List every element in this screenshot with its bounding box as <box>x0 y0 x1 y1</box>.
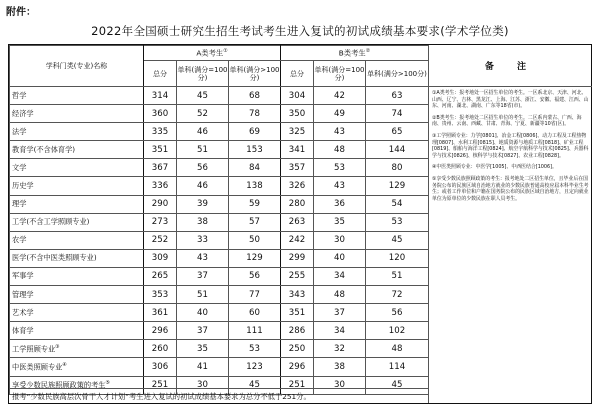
a-total-cell: 353 <box>144 286 177 304</box>
b-total-cell: 304 <box>281 87 314 105</box>
b-single-small-cell: 36 <box>314 195 366 213</box>
table-row <box>10 195 429 213</box>
b-single-large-header: 单科(满分>100分) <box>366 61 429 87</box>
a-single-small-cell: 56 <box>177 159 229 177</box>
b-single-large-cell: 72 <box>366 286 429 304</box>
remark-note: ①A类考生：报考地处一区招生单位的考生。一区系北京、天津、河北、山西、辽宁、吉林、黑龙江、上海、江苏、浙江、安徽、福建、江西、山东、河南、湖北、湖南、广东等18省(市)。 <box>432 90 589 110</box>
table-row <box>10 87 429 105</box>
a-single-small-cell: 38 <box>177 213 229 231</box>
remarks-body <box>429 87 592 202</box>
a-total-cell: 260 <box>144 340 177 358</box>
b-single-large-cell: 48 <box>366 340 429 358</box>
a-single-large-cell: 111 <box>229 322 281 340</box>
table-row <box>10 177 429 195</box>
b-single-small-cell: 43 <box>314 177 366 195</box>
remark-note: ②B类考生：报考地处二区招生单位的考生。二区系内蒙古、广西、海南、贵州、云南、西藏、甘肃、青海、宁夏、新疆等10省(区)。 <box>432 114 582 128</box>
table-row <box>10 249 429 267</box>
b-single-small-cell: 42 <box>314 87 366 105</box>
b-single-large-cell: 65 <box>366 123 429 141</box>
b-single-small-cell: 30 <box>314 231 366 249</box>
subject-cell: 农学 <box>10 231 144 249</box>
subject-cell: 教育学(不含体育学) <box>10 141 144 159</box>
a-total-cell: 360 <box>144 105 177 123</box>
table-row <box>10 322 429 340</box>
a-single-small-cell: 43 <box>177 249 229 267</box>
b-total-cell: 357 <box>281 159 314 177</box>
table-row <box>10 231 429 249</box>
subject-cell: 享受少数民族照顾政策的考生⑤ <box>10 376 144 394</box>
table-row <box>10 358 429 376</box>
b-total-cell: 280 <box>281 195 314 213</box>
a-single-large-cell: 78 <box>229 105 281 123</box>
a-single-large-cell: 59 <box>229 195 281 213</box>
a-total-cell: 367 <box>144 159 177 177</box>
a-total-cell: 273 <box>144 213 177 231</box>
b-single-large-cell: 74 <box>366 105 429 123</box>
b-single-small-cell: 48 <box>314 141 366 159</box>
b-total-cell: 325 <box>281 123 314 141</box>
subject-cell: 工学(不含工学照顾专业) <box>10 213 144 231</box>
b-total-cell: 341 <box>281 141 314 159</box>
a-single-large-cell: 153 <box>229 141 281 159</box>
a-total-header: 总分 <box>144 61 177 87</box>
a-total-cell: 361 <box>144 304 177 322</box>
a-single-small-cell: 41 <box>177 358 229 376</box>
a-single-small-cell: 37 <box>177 322 229 340</box>
a-single-small-cell: 45 <box>177 87 229 105</box>
a-single-small-cell: 46 <box>177 123 229 141</box>
subject-cell: 历史学 <box>10 177 144 195</box>
b-single-large-cell: 53 <box>366 213 429 231</box>
table-row <box>10 141 429 159</box>
b-total-cell: 350 <box>281 105 314 123</box>
b-single-large-cell: 63 <box>366 87 429 105</box>
b-single-small-cell: 38 <box>314 358 366 376</box>
b-total-cell: 250 <box>281 340 314 358</box>
table-row <box>10 304 429 322</box>
a-single-large-cell: 56 <box>229 267 281 285</box>
b-total-cell: 326 <box>281 177 314 195</box>
b-single-small-cell: 30 <box>314 376 366 394</box>
a-single-small-cell: 51 <box>177 286 229 304</box>
score-table <box>9 45 429 395</box>
a-single-large-cell: 69 <box>229 123 281 141</box>
subject-cell: 工学照顾专业③ <box>10 340 144 358</box>
b-single-small-cell: 43 <box>314 123 366 141</box>
b-single-small-cell: 32 <box>314 340 366 358</box>
a-single-large-cell: 123 <box>229 358 281 376</box>
b-total-cell: 242 <box>281 231 314 249</box>
subject-cell: 体育学 <box>10 322 144 340</box>
remark-note: ③工学照顾专业：力学[0801]、冶金工程[0806]、动力工程及工程热物理[0807]、水利工程[0815]、地质资源与地质工程[0818]、矿业工程[0819]、船舶与海洋工程[0824]、航空宇航科学与技术[0825]、兵器科学与技术[0826]、核科学与技术[0827]、农业工程[0828]。 <box>432 132 589 159</box>
attachment-label: 附件： <box>6 7 36 18</box>
a-single-large-cell: 68 <box>229 87 281 105</box>
a-single-large-cell: 129 <box>229 249 281 267</box>
group-b-header: B类考生② <box>281 46 429 61</box>
subject-cell: 艺术学 <box>10 304 144 322</box>
remarks-panel <box>428 45 592 403</box>
b-total-cell: 263 <box>281 213 314 231</box>
a-single-large-cell: 77 <box>229 286 281 304</box>
b-total-cell: 299 <box>281 249 314 267</box>
a-total-cell: 252 <box>144 231 177 249</box>
subject-cell: 管理学 <box>10 286 144 304</box>
a-total-cell: 296 <box>144 322 177 340</box>
a-single-large-cell: 45 <box>229 376 281 394</box>
b-single-small-cell: 34 <box>314 267 366 285</box>
a-single-large-cell: 84 <box>229 159 281 177</box>
a-single-small-cell: 37 <box>177 267 229 285</box>
a-total-cell: 306 <box>144 358 177 376</box>
table-row <box>10 105 429 123</box>
a-single-large-cell: 57 <box>229 213 281 231</box>
b-single-small-header: 单科(满分=100分) <box>314 61 366 87</box>
a-total-cell: 335 <box>144 123 177 141</box>
remarks-header: 备 注 <box>429 45 592 87</box>
b-total-cell: 351 <box>281 304 314 322</box>
b-total-cell: 343 <box>281 286 314 304</box>
document-title: 2022年全国硕士研究生招生考试考生进入复试的初试成绩基本要求(学术学位类) <box>91 24 509 38</box>
table-row <box>10 340 429 358</box>
table-row <box>10 159 429 177</box>
a-single-large-cell: 53 <box>229 340 281 358</box>
remark-note: ④中医类照顾专业：中医学[1005]、中西医结合[1006]。 <box>432 164 557 171</box>
b-single-small-cell: 49 <box>314 105 366 123</box>
b-total-cell: 286 <box>281 322 314 340</box>
remark-note: ⑤享受少数民族照顾政策的考生：报考地处二区招生单位，且毕业后在国务院公布的民族区域自治地方就业的少数民族普通高校应届本科毕业生考生；或者工作单位和户籍在国务院公布的民族区域自治地方，且定向就业单位为原单位的少数民族在职人员考生。 <box>432 175 589 202</box>
table-row <box>10 213 429 231</box>
table-row <box>10 123 429 141</box>
b-single-small-cell: 40 <box>314 249 366 267</box>
a-single-small-cell: 46 <box>177 177 229 195</box>
b-single-large-cell: 56 <box>366 304 429 322</box>
score-table-frame <box>8 44 592 404</box>
b-single-large-cell: 54 <box>366 195 429 213</box>
a-single-small-cell: 40 <box>177 304 229 322</box>
a-total-cell: 265 <box>144 267 177 285</box>
table-row <box>10 267 429 285</box>
b-total-header: 总分 <box>281 61 314 87</box>
a-single-small-cell: 51 <box>177 141 229 159</box>
b-total-cell: 255 <box>281 267 314 285</box>
a-total-cell: 314 <box>144 87 177 105</box>
subject-cell: 军事学 <box>10 267 144 285</box>
a-total-cell: 251 <box>144 376 177 394</box>
b-single-large-cell: 51 <box>366 267 429 285</box>
b-single-large-cell: 144 <box>366 141 429 159</box>
a-single-small-header: 单科(满分=100分) <box>177 61 229 87</box>
b-total-cell: 296 <box>281 358 314 376</box>
a-single-small-cell: 30 <box>177 376 229 394</box>
b-single-large-cell: 114 <box>366 358 429 376</box>
subject-cell: 理学 <box>10 195 144 213</box>
subject-column-header: 学科门类(专业)名称 <box>10 46 144 87</box>
b-single-large-cell: 129 <box>366 177 429 195</box>
b-single-small-cell: 53 <box>314 159 366 177</box>
footnote: 报考“少数民族高层次骨干人才计划”考生进入复试的初试成绩基本要求为总分不低于251分。 <box>9 388 428 403</box>
subject-cell: 法学 <box>10 123 144 141</box>
b-single-small-cell: 34 <box>314 322 366 340</box>
a-single-small-cell: 35 <box>177 340 229 358</box>
a-single-large-cell: 50 <box>229 231 281 249</box>
b-single-large-cell: 80 <box>366 159 429 177</box>
a-total-cell: 309 <box>144 249 177 267</box>
b-single-large-cell: 45 <box>366 231 429 249</box>
a-single-large-cell: 60 <box>229 304 281 322</box>
subject-cell: 文学 <box>10 159 144 177</box>
group-a-header: A类考生① <box>144 46 281 61</box>
a-single-small-cell: 39 <box>177 195 229 213</box>
a-total-cell: 351 <box>144 141 177 159</box>
subject-cell: 经济学 <box>10 105 144 123</box>
a-single-large-header: 单科(满分>100分) <box>229 61 281 87</box>
b-single-small-cell: 35 <box>314 213 366 231</box>
table-row <box>10 286 429 304</box>
a-single-small-cell: 33 <box>177 231 229 249</box>
subject-cell: 医学(不含中医类照顾专业) <box>10 249 144 267</box>
b-single-small-cell: 37 <box>314 304 366 322</box>
a-single-large-cell: 138 <box>229 177 281 195</box>
b-single-large-cell: 120 <box>366 249 429 267</box>
a-single-small-cell: 52 <box>177 105 229 123</box>
a-total-cell: 290 <box>144 195 177 213</box>
b-total-cell: 251 <box>281 376 314 394</box>
subject-cell: 哲学 <box>10 87 144 105</box>
b-single-small-cell: 48 <box>314 286 366 304</box>
a-total-cell: 336 <box>144 177 177 195</box>
b-single-large-cell: 45 <box>366 376 429 394</box>
b-single-large-cell: 102 <box>366 322 429 340</box>
subject-cell: 中医类照顾专业④ <box>10 358 144 376</box>
